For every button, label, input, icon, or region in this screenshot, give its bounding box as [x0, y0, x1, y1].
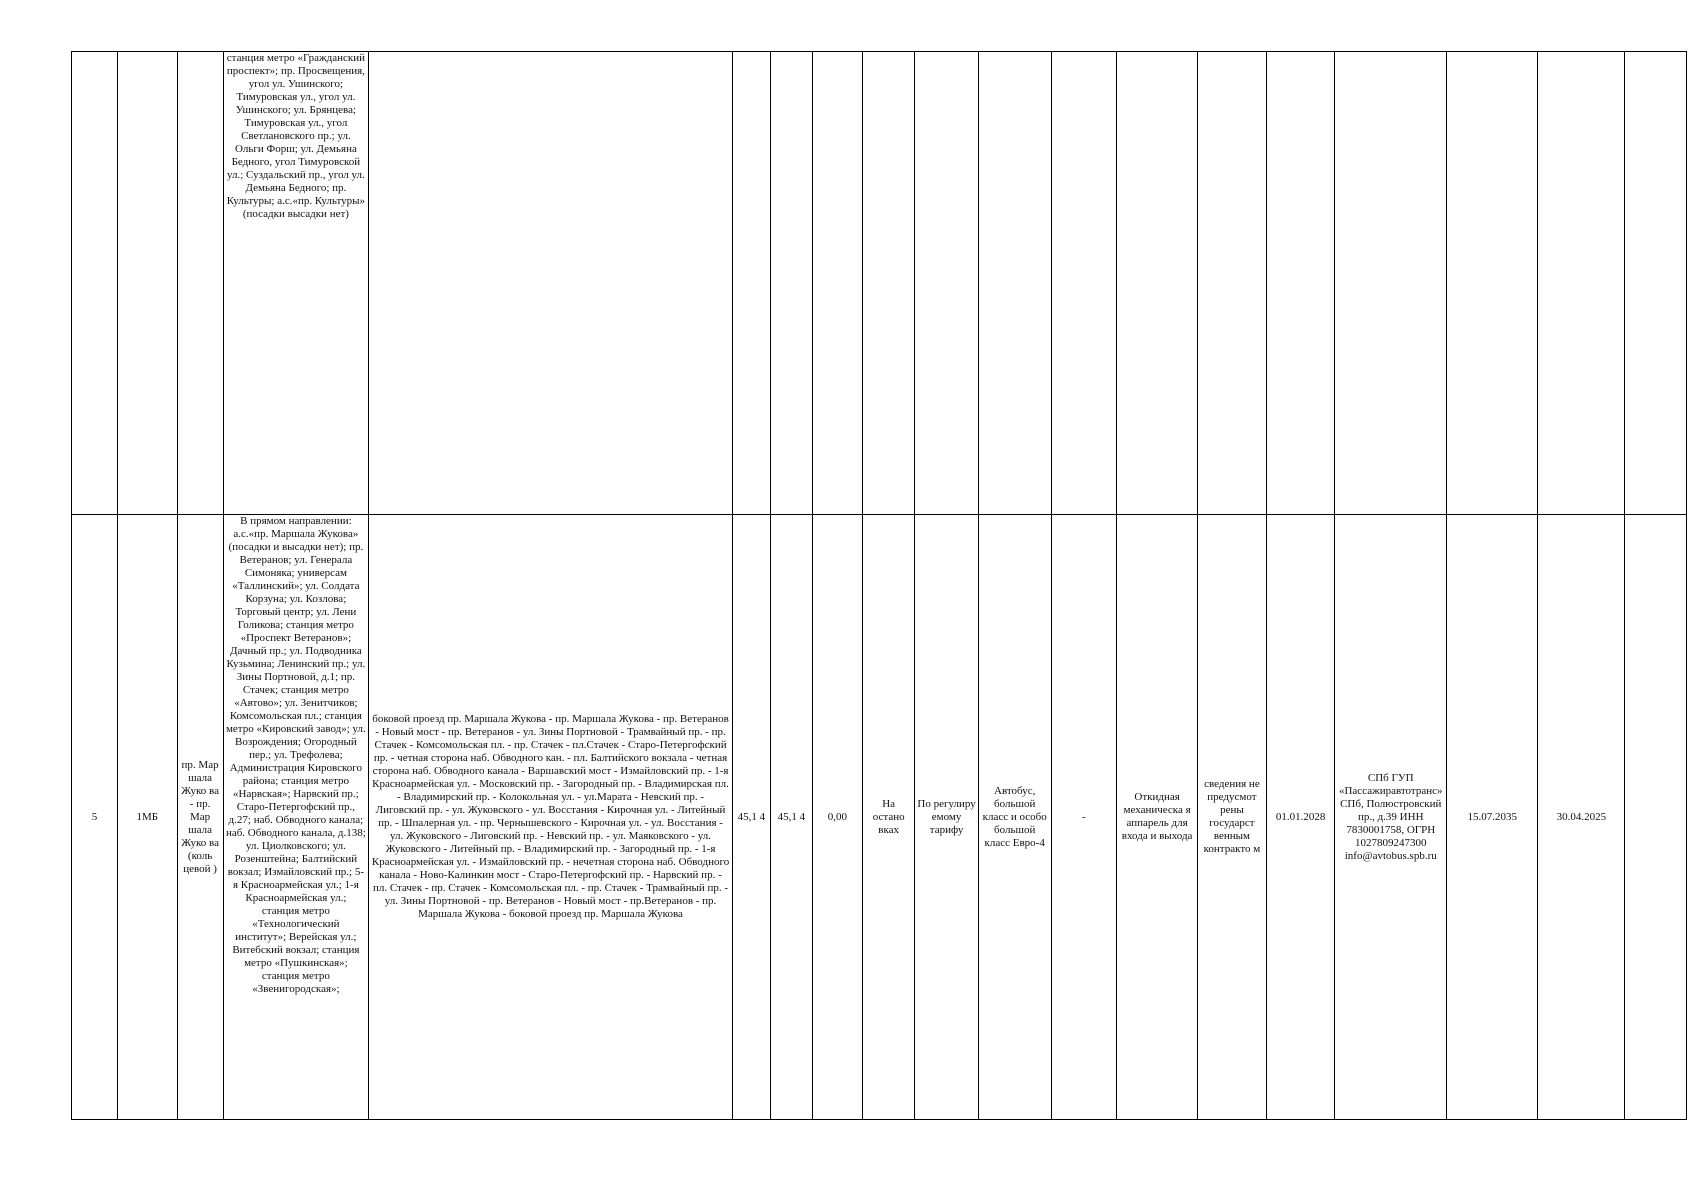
- cell-tariff: По регулиру емому тарифу: [915, 515, 979, 1120]
- cell-date2: 15.07.2035: [1447, 515, 1538, 1120]
- cell-len-forward: [732, 52, 770, 515]
- cell-extra: [1625, 52, 1687, 515]
- cell-date3: 30.04.2025: [1538, 515, 1625, 1120]
- table-row: [72, 515, 1687, 1120]
- cell-dash: -: [1051, 515, 1117, 1120]
- cell-len-back: 45,1 4: [770, 515, 812, 1120]
- cell-contract: сведения не предусмот рены государст венным контракто м: [1198, 515, 1267, 1120]
- cell-tariff: [915, 52, 979, 515]
- cell-stops: В прямом направлении: а.с.«пр. Маршала Жукова» (посадки и высадки нет); пр. Ветеранов; ул. Генерала Симоняка; универсам «Таллинский»; ул. Солдата Корзуна; ул. Козлова; Торговый центр; ул. Лени Голикова; станция метро «Проспект Ветеранов»; Дачный пр.; ул. Подводника Кузьмина; Ленинский пр.; ул. Зины Портновой, д.1; пр. Стачек; станция метро «Автово»; ул. Зенитчиков; Комсомольская пл.; станция метро «Кировский завод»; ул. Возрождения; Огородный пер.; ул. Трефолева; Администрация Кировского района; станция метро «Нарвская»; Нарвский пр.; Старо-Петергофский пр., д.27; наб. Обводного канала; наб. Обводного канала, д.138; ул. Циолковского; ул. Розенштейна; Балтийский вокзал; Измайловский пр.; 5-я Красноармейская ул.; 1-я Красноармейская ул.; станция метро «Технологический институт»; Верейская ул.; Витебский вокзал; станция метро «Пушкинская»; станция метро «Звенигородская»;: [223, 515, 369, 1120]
- route-register-table: [71, 51, 1687, 1120]
- cell-extra: [1625, 515, 1687, 1120]
- cell-len-zero: [812, 52, 862, 515]
- cell-date2: [1447, 52, 1538, 515]
- cell-name: [177, 52, 223, 515]
- cell-len-forward: 45,1 4: [732, 515, 770, 1120]
- cell-route: [118, 52, 177, 515]
- cell-ramp: Откидная механическа я аппарель для входа и выхода: [1117, 515, 1198, 1120]
- cell-stop-order: [863, 52, 915, 515]
- cell-dash: [1051, 52, 1117, 515]
- cell-num: 5: [72, 515, 118, 1120]
- cell-name: пр. Мар шала Жуко ва - пр. Мар шала Жуко ва (коль цевой ): [177, 515, 223, 1120]
- cell-start-date: [1266, 52, 1335, 515]
- cell-ramp: [1117, 52, 1198, 515]
- cell-stop-order: На остано вках: [863, 515, 915, 1120]
- cell-path: боковой проезд пр. Маршала Жукова - пр. Маршала Жукова - пр. Ветеранов - Новый мост - пр. Ветеранов - ул. Зины Портновой - Трамвайный пр. - пр. Стачек - Комсомольская пл. - пр. Стачек - пл.Стачек - Старо-Петергофский пр. - четная сторона наб. Обводного кан. - пл. Балтийского вокзала - четная сторона наб. Обводного канала - Варшавский мост - Измайловский пр. - 1-я Красноармейская ул. - Московский пр. - Загородный пр. - Владимирская пл. - Владимирский пр. - Колокольная ул. - ул.Марата - Невский пр. - Лиговский пр. - ул. Жуковского - ул. Восстания - Кирочная ул. - Литейный пр. - Шпалерная ул. - пр. Чернышевского - Кирочная ул. - ул. Восстания - ул. Жуковского - Лиговский пр. - Невский пр. - ул. Маяковского - ул. Жуковского - Литейный пр. - Владимирский пр. - Загородный пр. - 1-я Красноармейская ул. - Измайловский пр. - нечетная сторона наб. Обводного канала - Ново-Калинкин мост - Старо-Петергофский пр. - Нарвский пр. - пл. Стачек - пр. Стачек - Комсомольская пл. - пр. Стачек - Трамвайный пр. - ул. Зины Портновой - пр. Ветеранов - Новый мост - пр.Ветеранов - пр. Маршала Жукова - боковой проезд пр. Маршала Жукова: [369, 515, 733, 1120]
- cell-start-date: 01.01.2028: [1266, 515, 1335, 1120]
- cell-len-zero: 0,00: [812, 515, 862, 1120]
- cell-len-back: [770, 52, 812, 515]
- cell-carrier: [1335, 52, 1447, 515]
- cell-vehicle: Автобус, большой класс и особо большой класс Евро-4: [978, 515, 1051, 1120]
- cell-date3: [1538, 52, 1625, 515]
- cell-path: [369, 52, 733, 515]
- cell-carrier: СПб ГУП «Пассажиравтотранс» СПб, Полюстровский пр., д.39 ИНН 7830001758, ОГРН 1027809247300 info@avtobus.spb.ru: [1335, 515, 1447, 1120]
- table-row: [72, 52, 1687, 515]
- cell-contract: [1198, 52, 1267, 515]
- cell-route: 1МБ: [118, 515, 177, 1120]
- cell-num: [72, 52, 118, 515]
- cell-vehicle: [978, 52, 1051, 515]
- cell-stops: станция метро «Гражданский проспект»; пр. Просвещения, угол ул. Ушинского; Тимуровская ул., угол ул. Ушинского; ул. Брянцева; Тимуровская ул., угол Светлановского пр.; ул. Ольги Форш; ул. Демьяна Бедного, угол Тимуровской ул.; Суздальский пр., угол ул. Демьяна Бедного; пр. Культуры; а.с.«пр. Культуры» (посадки высадки нет): [223, 52, 369, 515]
